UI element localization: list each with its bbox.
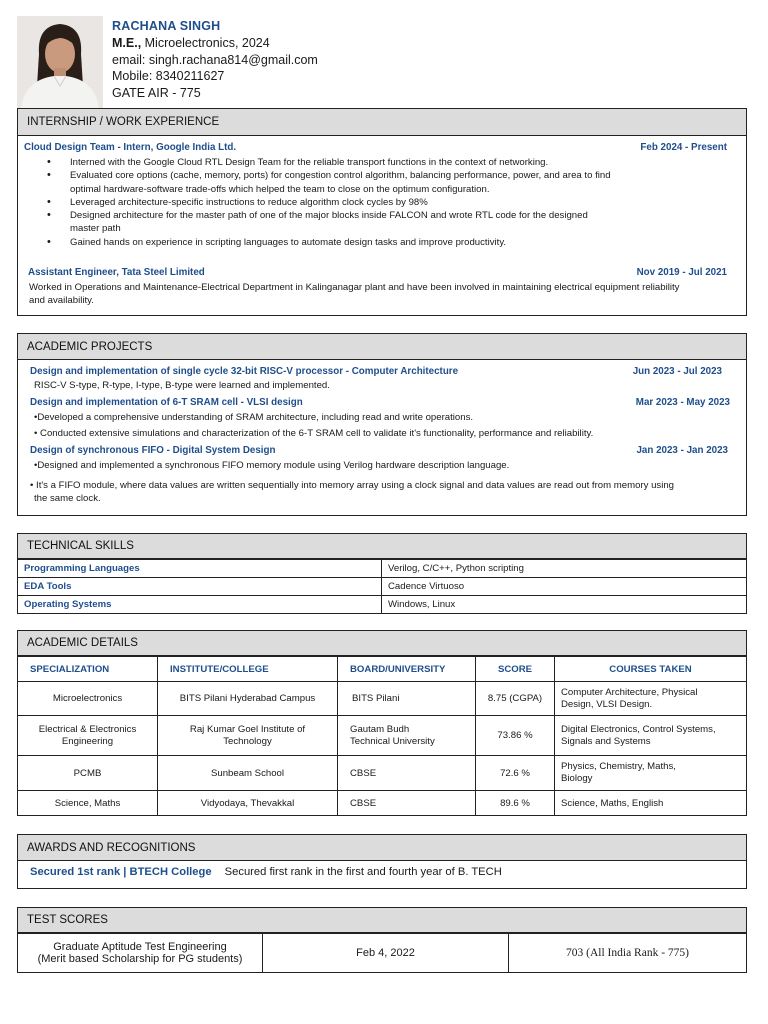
academic-section — [17, 630, 747, 816]
candidate-name: RACHANA SINGH — [112, 19, 221, 33]
profile-photo — [17, 16, 103, 108]
list-item: • Leveraged architecture-specific instructions to reduce algorithm clock cycles by 98% — [18, 196, 746, 209]
project3-dates: Jan 2023 - Jan 2023 — [636, 445, 728, 456]
column-header: SPECIALIZATION — [18, 657, 158, 682]
section-title: TEST SCORES — [17, 907, 747, 933]
column-header: INSTITUTE/COLLEGE — [158, 657, 338, 682]
project3-desc-2: • It's a FIFO module, where data values are written sequentially into memory array using a clock signal and data values are read out from memory using the same clock. — [30, 480, 675, 505]
job1-title: Cloud Design Team - Intern, Google India Ltd. — [24, 142, 237, 153]
test-name-cell: Graduate Aptitude Test Engineering (Merit based Scholarship for PG students) — [18, 934, 263, 973]
specialization-cell: PCMB — [18, 756, 158, 791]
table-row — [18, 934, 747, 973]
section-title: AWARDS AND RECOGNITIONS — [18, 835, 746, 861]
project2-desc-2: • Conducted extensive simulations and characterization of the 6-T SRAM cell to validate it's functionality, performance and reliability. — [34, 428, 594, 439]
gate-rank-line: GATE AIR - 775 — [112, 86, 201, 100]
award-text: Secured first rank in the first and fourth year of B. TECH — [224, 866, 502, 878]
list-item: • Evaluated core options (cache, memory, ports) for congestion control algorithm, balancing performance, power, and area to find optimal hardware-software trade-offs which helped the team to close on the optimum configuration. — [18, 169, 746, 196]
table-row — [18, 756, 747, 791]
test-score-cell: 703 (All India Rank - 775) — [509, 934, 747, 973]
skill-value: Windows, Linux — [382, 596, 747, 614]
column-header: SCORE — [476, 657, 555, 682]
board-cell: Gautam Budh Technical University — [338, 716, 476, 756]
academic-table — [17, 656, 747, 816]
project1-title: Design and implementation of single cycle 32-bit RISC-V processor - Computer Architecture — [30, 366, 459, 377]
table-row — [18, 682, 747, 716]
skill-label: EDA Tools — [18, 578, 382, 596]
test-date-cell: Feb 4, 2022 — [263, 934, 509, 973]
score-cell: 72.6 % — [476, 756, 555, 791]
job2-dates: Nov 2019 - Jul 2021 — [636, 267, 727, 278]
skill-value: Cadence Virtuoso — [382, 578, 747, 596]
email-line[interactable]: email: singh.rachana814@gmail.com — [112, 53, 318, 67]
board-cell: CBSE — [338, 756, 476, 791]
project1-desc: RISC-V S-type, R-type, I-type, B-type were learned and implemented. — [34, 380, 330, 391]
list-item: • Gained hands on experience in scripting languages to automate design tasks and improve productivity. — [18, 236, 746, 249]
job2-title: Assistant Engineer, Tata Steel Limited — [28, 267, 205, 278]
score-cell: 73.86 % — [476, 716, 555, 756]
project3-desc-1: •Designed and implemented a synchronous FIFO memory module using Verilog hardware description language. — [34, 460, 510, 471]
table-row — [18, 560, 747, 578]
list-item: • Designed architecture for the master path of one of the major blocks inside FALCON and wrote RTL code for the designed master path — [18, 209, 746, 236]
skills-table — [17, 559, 747, 614]
board-cell: CBSE — [338, 791, 476, 816]
internship-section — [17, 108, 747, 316]
section-title: INTERNSHIP / WORK EXPERIENCE — [18, 109, 746, 136]
job2-description: Worked in Operations and Maintenance-Electrical Department in Kalinganagar plant and have been involved in maintaining electrical equipment reliability and availability. — [29, 282, 680, 307]
table-header-row — [18, 657, 747, 682]
project2-dates: Mar 2023 - May 2023 — [635, 397, 730, 408]
degree-line — [112, 35, 270, 52]
project3-title: Design of synchronous FIFO - Digital System Design — [30, 445, 276, 456]
board-cell: BITS Pilani — [338, 682, 476, 716]
skills-section — [17, 533, 747, 614]
project2-desc-1: •Developed a comprehensive understanding of SRAM architecture, including read and write operations. — [34, 412, 474, 423]
institute-cell: Sunbeam School — [158, 756, 338, 791]
award-label: Secured 1st rank | BTECH College — [30, 866, 212, 878]
project2-title: Design and implementation of 6-T SRAM cell - VLSI design — [30, 397, 303, 408]
award-line — [30, 866, 502, 878]
awards-section — [17, 834, 747, 889]
table-row — [18, 578, 747, 596]
courses-cell: Physics, Chemistry, Maths, Biology — [555, 756, 747, 791]
courses-cell: Science, Maths, English — [555, 791, 747, 816]
column-header: BOARD/UNIVERSITY — [338, 657, 476, 682]
table-row — [18, 791, 747, 816]
courses-cell: Digital Electronics, Control Systems, Signals and Systems — [555, 716, 747, 756]
test-scores-section — [17, 907, 747, 973]
skill-value: Verilog, C/C++, Python scripting — [382, 560, 747, 578]
score-cell: 8.75 (CGPA) — [476, 682, 555, 716]
job1-dates: Feb 2024 - Present — [640, 142, 727, 153]
specialization-cell: Science, Maths — [18, 791, 158, 816]
skill-label: Operating Systems — [18, 596, 382, 614]
test-scores-table — [17, 933, 747, 973]
mobile-line: Mobile: 8340211627 — [112, 69, 225, 83]
score-cell: 89.6 % — [476, 791, 555, 816]
project1-dates: Jun 2023 - Jul 2023 — [632, 366, 722, 377]
projects-section — [17, 333, 747, 516]
degree-detail: Microelectronics, 2024 — [141, 36, 270, 50]
section-title: TECHNICAL SKILLS — [17, 533, 747, 559]
avatar — [17, 16, 103, 108]
courses-cell: Computer Architecture, Physical Design, VLSI Design. — [555, 682, 747, 716]
table-row — [18, 596, 747, 614]
specialization-cell: Electrical & Electronics Engineering — [18, 716, 158, 756]
list-item: • Interned with the Google Cloud RTL Design Team for the reliable transport functions in the context of networking. — [18, 156, 746, 169]
section-title: ACADEMIC DETAILS — [17, 630, 747, 656]
specialization-cell: Microelectronics — [18, 682, 158, 716]
institute-cell: BITS Pilani Hyderabad Campus — [158, 682, 338, 716]
section-title: ACADEMIC PROJECTS — [18, 334, 746, 360]
institute-cell: Vidyodaya, Thevakkal — [158, 791, 338, 816]
table-row — [18, 716, 747, 756]
degree-label: M.E., — [112, 36, 142, 50]
job1-bullets — [18, 156, 746, 249]
column-header: COURSES TAKEN — [555, 657, 747, 682]
institute-cell: Raj Kumar Goel Institute of Technology — [158, 716, 338, 756]
skill-label: Programming Languages — [18, 560, 382, 578]
